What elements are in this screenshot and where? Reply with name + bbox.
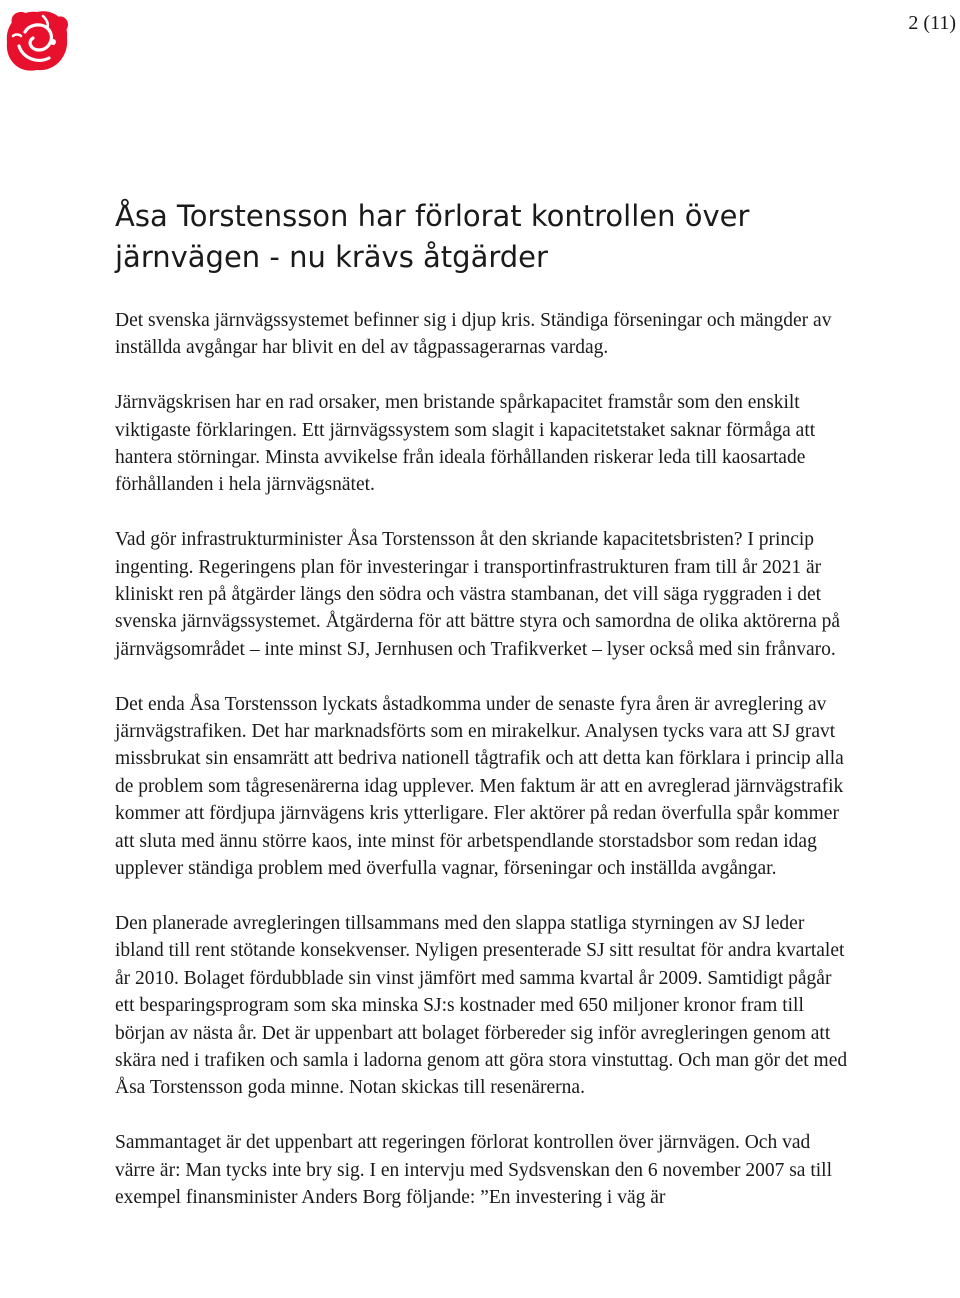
paragraph: Det enda Åsa Torstensson lyckats åstadkomma under de senaste fyra åren är avreglering av järnvägstrafiken. Det har marknadsförts som en mirakelkur. Analysen tycks vara att SJ gravt missbrukat sin ensamrätt att bedriva nationell tågtrafik och att detta kan förklara i princip alla de problem som tågresenärerna idag upplever. Men faktum är att en avreglerad järnvägstrafik kommer att fördjupa järnvägens kris ytterligare. Fler aktörer på redan överfulla spår kommer att sluta med ännu större kaos, inte minst för arbetspendlande storstadsbor som redan idag upplever ständiga problem med överfulla vagnar, förseningar och inställda avgångar. — [115, 693, 844, 880]
page-number: 2 (11) — [908, 12, 956, 34]
paragraph: Vad gör infrastrukturminister Åsa Torstensson åt den skriande kapacitetsbristen? I princip ingenting. Regeringens plan för investeringar i transportinfrastrukturen fram till år 2021 är kliniskt ren på åtgärder längs den södra och västra stambanan, det vill säga ryggraden i det svenska järnvägssystemet. Åtgärderna för att bättre styra och samordna de olika aktörerna på järnvägsområdet – inte minst SJ, Jernhusen och Trafikverket – lyser också med sin frånvaro. — [115, 529, 841, 660]
rose-logo-svg — [3, 6, 71, 76]
paragraph: Sammantaget är det uppenbart att regeringen förlorat kontrollen över järnvägen. Och vad värre är: Man tycks inte bry sig. I en intervju med Sydsvenskan den 6 november 2007 sa till exempel finansminister Anders Borg följande: ”En investering i väg är — [115, 1132, 833, 1208]
document-body — [115, 307, 853, 1239]
party-rose-logo-icon — [3, 6, 71, 76]
paragraph: Det svenska järnvägssystemet befinner sig i djup kris. Ständiga förseningar och mängder av inställda avgångar har blivit en del av tågpassagerarnas vardag. — [115, 310, 832, 359]
document-title: Åsa Torstensson har förlorat kontrollen över järnvägen - nu krävs åtgärder — [115, 199, 750, 274]
paragraph: Den planerade avregleringen tillsammans med den slappa statliga styrningen av SJ leder ibland till rent stötande konsekvenser. Nyligen presenterade SJ sitt resultat för andra kvartalet år 2010. Bolaget fördubblade sin vinst jämfört med samma kvartal år 2009. Samtidigt pågår ett besparingsprogram som ska minska SJ:s kostnader med 650 miljoner kronor fram till början av nästa år. Det är uppenbart att bolaget förbereder sig inför avregleringen genom att skära ned i trafiken och samla i ladorna genom att göra stora vinstuttag. Och man gör det med Åsa Torstensson goda minne. Notan skickas till resenärerna. — [115, 912, 848, 1099]
paragraph: Järnvägskrisen har en rad orsaker, men bristande spårkapacitet framstår som den enskilt viktigaste förklaringen. Ett järnvägssystem som slagit i kapacitetstaket saknar förmåga att hantera störningar. Minsta avvikelse från ideala förhållanden riskerar leda till kaosartade förhållanden i hela järnvägsnätet. — [115, 392, 816, 496]
